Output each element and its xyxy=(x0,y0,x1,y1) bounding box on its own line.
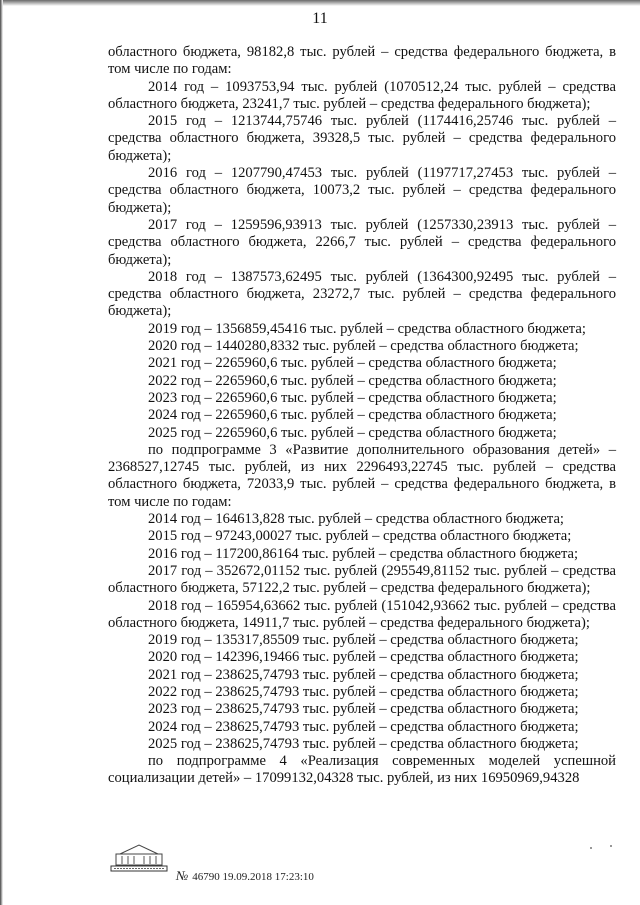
paragraph: 2020 год – 142396,19466 тыс. рублей – средства областного бюджета; xyxy=(148,649,579,666)
paragraph: 2023 год – 2265960,6 тыс. рублей – средства областного бюджета; xyxy=(148,389,557,406)
paragraph: 2024 год – 238625,74793 тыс. рублей – средства областного бюджета; xyxy=(148,718,579,735)
paragraph: 2021 год – 2265960,6 тыс. рублей – средства областного бюджета; xyxy=(148,355,557,372)
scan-left-edge xyxy=(0,0,3,905)
registry-seal-icon xyxy=(110,842,168,872)
paragraph: 2020 год – 1440280,8332 тыс. рублей – средства областного бюджета; xyxy=(148,338,579,355)
paragraph: по подпрограмме 4 «Реализация современных моделей успешной социализации детей» – 17099132,04328 тыс. рублей, из них 16950969,94328 xyxy=(108,753,616,787)
registration-number-and-date: 46790 19.09.2018 17:23:10 xyxy=(192,871,314,883)
scan-top-edge xyxy=(0,0,640,6)
scan-speck xyxy=(610,845,612,847)
scan-speck xyxy=(590,847,592,849)
registration-number-mark: № xyxy=(176,868,189,883)
paragraph: областного бюджета, 98182,8 тыс. рублей – средства федерального бюджета, в том числе по годам: xyxy=(108,44,616,78)
paragraph: 2016 год – 1207790,47453 тыс. рублей (1197717,27453 тыс. рублей – средства областного бюджета, 10073,2 тыс. рублей – средства федерального бюджета); xyxy=(108,165,616,216)
paragraph: 2014 год – 164613,828 тыс. рублей – средства областного бюджета; xyxy=(148,511,564,528)
paragraph: 2022 год – 238625,74793 тыс. рублей – средства областного бюджета; xyxy=(148,683,579,700)
paragraph: 2023 год – 238625,74793 тыс. рублей – средства областного бюджета; xyxy=(148,701,579,718)
paragraph: 2019 год – 1356859,45416 тыс. рублей – средства областного бюджета; xyxy=(148,320,586,337)
paragraph: 2017 год – 1259596,93913 тыс. рублей (1257330,23913 тыс. рублей – средства областного бюджета, 2266,7 тыс. рублей – средства федерального бюджета); xyxy=(108,216,616,268)
paragraph: 2018 год – 165954,63662 тыс. рублей (151042,93662 тыс. рублей – средства областного бюджета, 14911,7 тыс. рублей – средства федерального бюджета); xyxy=(108,597,616,631)
paragraph: 2025 год – 238625,74793 тыс. рублей – средства областного бюджета; xyxy=(148,735,579,752)
paragraph: 2021 год – 238625,74793 тыс. рублей – средства областного бюджета; xyxy=(148,666,579,683)
paragraph: 2017 год – 352672,01152 тыс. рублей (295549,81152 тыс. рублей – средства областного бюджета, 57122,2 тыс. рублей – средства федерального бюджета); xyxy=(108,562,616,597)
document-body xyxy=(108,44,616,788)
paragraph: 2019 год – 135317,85509 тыс. рублей – средства областного бюджета; xyxy=(148,632,579,649)
paragraph: 2018 год – 1387573,62495 тыс. рублей (1364300,92495 тыс. рублей – средства областного бюджета, 23272,7 тыс. рублей – средства федерального бюджета); xyxy=(108,268,616,320)
paragraph: 2022 год – 2265960,6 тыс. рублей – средства областного бюджета; xyxy=(148,372,557,389)
paragraph: 2015 год – 97243,00027 тыс. рублей – средства областного бюджета; xyxy=(148,528,572,545)
registration-stamp xyxy=(176,868,314,884)
page-number: 11 xyxy=(312,10,328,27)
paragraph: 2024 год – 2265960,6 тыс. рублей – средства областного бюджета; xyxy=(148,407,557,424)
paragraph: 2015 год – 1213744,75746 тыс. рублей (1174416,25746 тыс. рублей – средства областного бюджета, 39328,5 тыс. рублей – средства федерального бюджета); xyxy=(108,113,616,164)
paragraph: 2025 год – 2265960,6 тыс. рублей – средства областного бюджета; xyxy=(148,424,557,441)
paragraph: по подпрограмме 3 «Развитие дополнительного образования детей» – 2368527,12745 тыс. рублей, из них 2296493,22745 тыс. рублей – средства областного бюджета, 72033,9 тыс. рублей – средства федерального бюджета, в том числе по годам: xyxy=(108,441,616,510)
paragraph: 2016 год – 117200,86164 тыс. рублей – средства областного бюджета; xyxy=(148,545,579,562)
paragraph: 2014 год – 1093753,94 тыс. рублей (1070512,24 тыс. рублей – средства областного бюджета, 23241,7 тыс. рублей – средства федерального бюджета); xyxy=(108,78,616,112)
